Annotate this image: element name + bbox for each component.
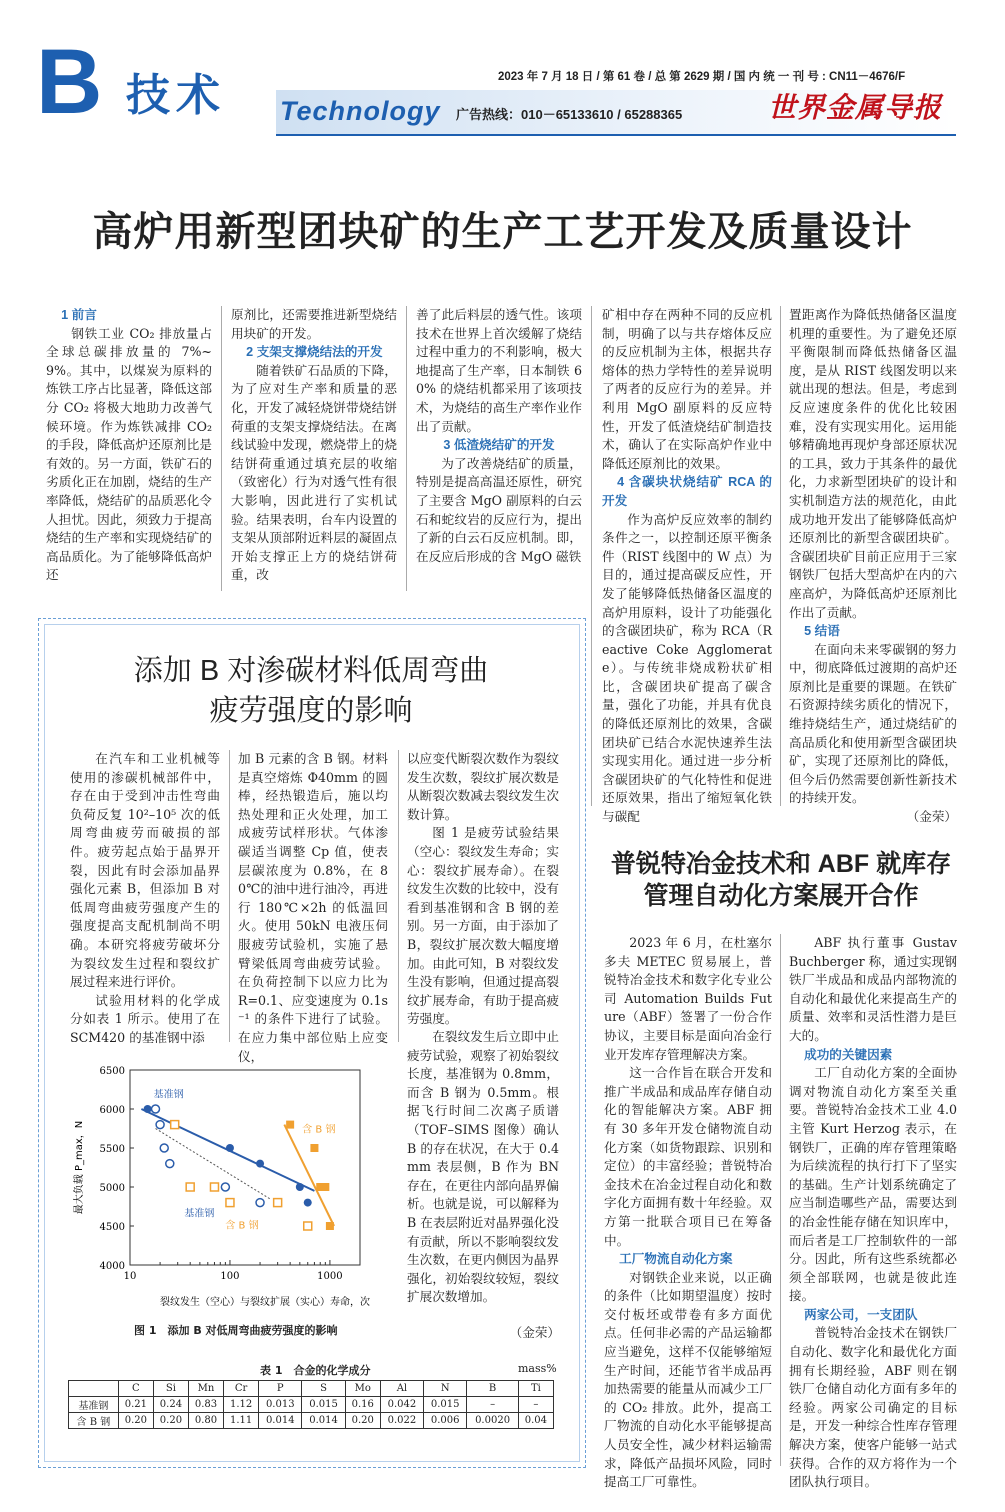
paragraph: 工厂自动化方案的全面协调对物流自动化方案至关重要。普锐特冶金技术工业 4.0 主管 Kurt Herzog 表示，在钢铁厂，正确的库存管理策略为后续流程的执行打下了坚实的基础。生产计划系统确定了应当制造哪些产品，需要达到的冶金性能存储在知识库中，而后者是工厂控制软件的一部分。因此，所有这些系统都必须全部联网，也就是彼此连接。 [789,1065,957,1304]
article2-title-line1: 添加 B 对渗碳材料低周弯曲 [133,655,489,687]
paragraph: 在汽车和工业机械等使用的渗碳机械部件中，存在由于受到冲击性弯曲负荷反复 10²–10⁵ 次的低周弯曲疲劳而破损的部件。疲劳起点始于晶界开裂，因此有时会添加晶界强化元素 B，但添加 B 对低周弯曲疲劳强度产生的强度提高支配机制尚不明确。本研究将疲劳破坏分为裂纹发生过程和裂纹扩展过程来进行评价。 [70,751,220,990]
y-axis-label: 最大负载 P_max，N [74,1120,85,1215]
data-point-filled [304,1199,312,1207]
ad-hotline: 广告热线：010－65133610 / 65288365 [456,107,683,122]
table-row [69,1413,554,1429]
series-label: 含 B 钢 [225,1220,259,1232]
column-divider [406,306,407,591]
table-cell: Mo [345,1381,380,1397]
x-tick-label: 100 [220,1271,240,1282]
table-cell: 0.24 [153,1397,188,1413]
table-cell: P [259,1381,302,1397]
data-point-hollow [274,1199,282,1207]
table-cell: S [302,1381,345,1397]
data-point-hollow [156,1121,164,1129]
paragraph: 加 B 元素的含 B 钢。材料是真空熔炼 Ф40mm 的圆棒，经热锻造后，施以均热处理和正火处理，加工成疲劳试样形状。气体渗碳适当调整 Cp 值，使表层碳浓度为 0.8%，在 80℃的油中进行油冷，再进行 180℃×2h 的低温回火。使用 50kN 电液压伺服疲劳试验机，实施了悬臂梁低周弯曲疲劳试验。在负荷控制下以应力比为 R=0.1、应变速度为 0.1s⁻¹ 的条件下进行了试验。在应力集中部位贴上应变仪， [238,751,388,1064]
x-tick-label: 1000 [317,1271,343,1282]
table-cell: 0.042 [380,1397,423,1413]
article2-column-3-top [407,750,559,1029]
data-point-filled [256,1160,264,1168]
table-cell: 0.015 [302,1397,345,1413]
table-cell: 0.013 [259,1397,302,1413]
data-point-filled [310,1144,318,1152]
paragraph: 善了此后料层的透气性。该项技术在世界上首次缓解了烧结过程中重力的不利影响，极大地提高了生产率，日本制铁 60% 的烧结机都采用了该项技术，为烧结的高生产率作业作出了贡献。 [416,307,582,434]
table-row [69,1397,554,1413]
table-cell: 含 B 钢 [69,1413,119,1429]
paragraph: 置距离作为降低热储备区温度机理的重要性。为了避免还原平衡限制而降低热储备区温度，是从 RIST 线图发明以来就出现的想法。但是，考虑到反应速度条件的优化比较困难，没有实现实用化。运用能够精确地再现炉身部还原状况的工具，致力于其条件的最优化，力求新型团块矿的设计和实机制造方法的规范化，由此成功地开发出了能够降低高炉还原剂比的新型含碳团块矿。含碳团块矿目前正应用于三家钢铁厂包括大型高炉在内的六座高炉，为降低高炉还原剂比作出了贡献。 [789,307,957,620]
data-point-hollow [166,1160,174,1168]
y-tick-label: 6000 [99,1105,125,1116]
y-tick-label: 4500 [99,1222,125,1233]
section-letter: B [36,31,103,133]
article3-column-1 [604,934,772,1492]
paragraph: 为了改善烧结矿的质量，特别是提高高温还原性，研究了主要含 MgO 副原料的白云石和蛇纹岩的反应行为，提出了新的白云石反应机制。即，在反应后形成的含 MgO 磁铁 [416,455,582,564]
data-point-filled [326,1222,334,1230]
table-cell: Al [380,1381,423,1397]
y-tick-label: 5500 [99,1144,125,1155]
table-cell: 0.0020 [467,1413,518,1429]
table-cell: Si [153,1381,188,1397]
table-cell: 1.11 [224,1413,259,1429]
section-heading: 1 前言 [61,308,97,322]
author-credit: （金荣） [906,809,957,825]
column-divider [221,306,222,591]
data-point-hollow [160,1144,168,1152]
table-cell: 0.16 [345,1397,380,1413]
article1-column-2 [231,306,397,585]
table-cell: 0.022 [380,1413,423,1429]
paragraph: 这一合作旨在联合开发和推广半成品和成品库存储自动化的智能解决方案。ABF 拥有 30 多年开发仓储物流自动化方案（如货物跟踪、识别和定位）的丰富经验；普锐特冶金技术在冶金过程自动化和数字化方面拥有数十年经验。双方第一批联合项目已在筹备中。 [604,1065,772,1248]
issue-info: 2023 年 7 月 18 日 / 第 61 卷 / 总 第 2629 期 / 国 内 统 一 刊 号 : CN11－4676/F [498,71,906,83]
table-caption: 表 1 合金的化学成分 [260,1364,371,1377]
table-cell: Cr [224,1381,259,1397]
paragraph: 对钢铁企业来说，以正确的条件（比如期望温度）按时交付板坯或带卷有多方面优点。任何非必需的产品运输都应当避免，这样不仅能够缩短生产时间，还能节省半成品再加热需要的能量从而减少工厂的 CO₂ 排放。此外，提高工厂物流的自动化水平能够提高人员安全性，减少材料运输需求，降低产品损坏风险，同时提高工厂可靠性。 [604,1269,772,1490]
table-cell: 0.04 [518,1413,553,1429]
data-point-filled [286,1121,294,1129]
y-tick-label: 6500 [99,1066,125,1077]
column-divider [398,750,399,1042]
x-axis-label: 裂纹发生（空心）与裂纹扩展（实心）寿命，次 [160,1297,370,1308]
article1-column-4 [602,306,772,827]
column-divider [780,934,781,1466]
article2-title-line2: 疲劳强度的影响 [209,695,413,727]
table-cell: N [424,1381,467,1397]
series-label: 含 B 钢 [302,1124,336,1136]
data-point-hollow [221,1183,229,1191]
section-heading: 3 低渣烧结矿的开发 [443,438,555,453]
table-cell: – [467,1397,518,1413]
paragraph: 随着铁矿石品质的下降，为了应对生产率和质量的恶化，开发了减轻烧饼带烧结饼荷重的支架支撑烧结法。在离线试验中发现，燃烧带上的烧结饼荷重通过填充层的收缩（致密化）行为对透气性有很大影响，因此进行了实机试验。结果表明，台车内设置的支架从顶部附近料层的凝固点开始支撑正上方的烧结饼荷重，改 [231,362,397,583]
table-cell: 0.20 [118,1413,153,1429]
article3-column-2 [789,934,957,1492]
table-cell: 0.014 [302,1413,345,1429]
fit-line [284,1125,334,1226]
paragraph: ABF 执行董事 Gustav Buchberger 称，通过实现钢铁厂半成品和成品内部物流的自动化和最优化来提高生产的质量、效率和灵活性潜力是巨大的。 [789,935,957,1043]
column-divider [229,750,230,1042]
composition-table [68,1380,554,1429]
table-cell [69,1381,119,1397]
section-heading: 两家公司，一支团队 [804,1307,918,1322]
data-point-hollow [152,1105,160,1113]
table-cell: 0.20 [345,1413,380,1429]
data-point-filled [226,1144,234,1152]
section-heading: 成功的关键因素 [804,1047,893,1062]
table-cell: 0.20 [153,1413,188,1429]
paragraph: 普锐特冶金技术在钢铁厂自动化、数字化和最优化方面拥有长期经验，ABF 则在钢铁厂仓储自动化方面有多年的经验。两家公司确定的目标是，开发一种综合性库存管理解决方案，使客户能够一站式获得。合作的双方将作为一个团队执行项目。 [789,1325,957,1490]
paragraph: 在裂纹发生后立即中止疲劳试验，观察了初始裂纹长度，基准钢为 0.8mm，而含 B 钢为 0.5mm。根据飞行时间二次离子质谱（TOF–SIMS 图像）确认 B 的存在状况，在大于 0.4mm 表层侧，B 作为 BN 存在，在更往内部向晶界偏析。也就是说，可以解释为 B 在表层附近对晶界强化没有贡献，所以不影响裂纹发生次数，在更内侧因为晶界强化，初始裂纹较短，裂纹扩展次数增加。 [407,1029,559,1305]
article2-column-1 [70,750,220,1048]
table-cell: – [518,1397,553,1413]
article3-title-line2: 管理自动化方案展开合作 [643,882,919,910]
paragraph: 2023 年 6 月，在杜塞尔多夫 METEC 贸易展上，普锐特冶金技术和数字化专业公司 Automation Builds Future（ABF）签署了一份合作协议，主要目标是面向冶金行业开发库存管理解决方案。 [604,935,772,1062]
article1-column-5 [789,306,957,827]
fatigue-chart [60,1060,400,1325]
data-point-hollow [171,1121,179,1129]
data-point-filled [321,1183,329,1191]
table-row [69,1381,554,1397]
table-cell: C [118,1381,153,1397]
paragraph: 图 1 是疲劳试验结果（空心：裂纹发生寿命；实心：裂纹扩展寿命）。在裂纹发生次数的比较中，没有看到基准钢和含 B 钢的差别。另一方面，由于添加了 B，裂纹扩展次数大幅度增加。由此可知，B 对裂纹发生没有影响，但通过提高裂纹扩展寿命，有助于提高疲劳强度。 [407,825,559,1027]
newspaper-logo: 世界金属导报 [768,91,943,124]
table-cell: 0.83 [188,1397,223,1413]
data-point-hollow [210,1183,218,1191]
y-tick-label: 5000 [99,1183,125,1194]
article-title: 高炉用新型团块矿的生产工艺开发及质量设计 [92,208,913,255]
table-unit: mass% [518,1362,557,1375]
data-point-hollow [226,1199,234,1207]
data-point-hollow [256,1199,264,1207]
paragraph: 在面向未来零碳钢的努力中，彻底降低过渡期的高炉还原剂比是重要的课题。在铁矿石资源持续劣质化的情况下，维持烧结生产，通过烧结矿的高品质化和使用新型含碳团块矿，实现了还原剂比的降低，但今后仍然需要创新性新技术的持续开发。 [789,641,957,806]
table-cell: 基准钢 [69,1397,119,1413]
paragraph: 矿相中存在两种不同的反应机制，明确了以与共存熔体反应的反应机制为主体，根据共存熔体的热力学特性的差异说明了两者的反应行为的差异。并利用 MgO 副原料的反应特性，开发了低渣烧结矿制造技术，确认了在实际高炉作业中降低还原剂比的效果。 [602,307,772,471]
section-heading: 4 含碳块状烧结矿 RCA 的开发 [602,475,772,508]
table-cell: 0.21 [118,1397,153,1413]
author-credit: （金荣） [509,1325,560,1340]
paragraph: 以应变代断裂次数作为裂纹发生次数，裂纹扩展次数是从断裂次数减去裂纹发生次数计算。 [407,751,559,822]
section-title-cn: 技术 [126,71,226,120]
article2-column-3-bottom [407,1028,559,1307]
table-cell: 0.80 [188,1413,223,1429]
data-point-filled [144,1105,152,1113]
section-heading: 工厂物流自动化方案 [619,1252,733,1267]
article2-column-2 [238,750,388,1066]
data-point-hollow [304,1222,312,1230]
x-tick-label: 10 [123,1271,137,1282]
table-cell: Ti [518,1381,553,1397]
article1-column-1 [46,306,212,585]
table-cell: 0.006 [424,1413,467,1429]
y-tick-label: 4000 [99,1261,125,1272]
paragraph: 试验用材料的化学成分如表 1 所示。使用了在 SCM420 的基准钢中添 [70,992,220,1045]
section-heading: 2 支架支撑烧结法的开发 [246,345,383,360]
column-divider [591,306,592,806]
table-cell: 0.015 [424,1397,467,1413]
section-heading: 5 结语 [804,624,840,639]
paragraph: 作为高炉反应效率的制约条件之一，以控制还原平衡条件（RIST 线图中的 W 点）为目的，通过提高碳反应性，开发了能够降低热储备区温度的高炉用原料，设计了功能强化的含碳团块矿，称为 RCA（Reactive Coke Agglomerate）。与传统非烧成粉状矿相比，含碳团块矿提高了碳含量，强化了功能，并具有优良的降低还原剂比的效果，含碳团块矿已结合水泥快速养生法实现实用化。通过进一步分析含碳团块矿的气化特性和促进还原效果，指出了缩短氧化铁与碳配 [602,511,772,825]
section-title-en: Technology [280,96,441,126]
data-point-filled [296,1183,304,1191]
series-label: 基准钢 [184,1208,215,1220]
table-cell: 0.014 [259,1413,302,1429]
table-cell: 1.12 [224,1397,259,1413]
table-cell: Mn [188,1381,223,1397]
paragraph: 钢铁工业 CO₂ 排放量占全球总碳排放量的 7%~9%。其中，以煤炭为原料的炼铁工序占比显著，降低这部分 CO₂ 将极大地助力改善气候环境。作为炼铁减排 CO₂ 的手段，降低高炉还原剂比是有效的。另一方面，铁矿石的劣质化正在加剧，烧结的生产率降低，烧结矿的品质恶化令人担忧。因此，须致力于提高烧结的生产率和实现烧结矿的高品质化。为了能够降低高炉还 [46,325,212,583]
paragraph: 原剂比，还需要推进新型烧结用块矿的开发。 [231,307,397,341]
figure-caption: 图 1 添加 B 对低周弯曲疲劳强度的影响 [134,1324,338,1337]
masthead-rule [276,134,956,136]
column-divider [780,306,781,806]
article3-title-line1: 普锐特冶金技术和 ABF 就库存 [610,850,952,878]
table-cell: B [467,1381,518,1397]
article1-column-3 [416,306,582,566]
data-point-hollow [186,1183,194,1191]
series-label: 基准钢 [153,1089,184,1101]
